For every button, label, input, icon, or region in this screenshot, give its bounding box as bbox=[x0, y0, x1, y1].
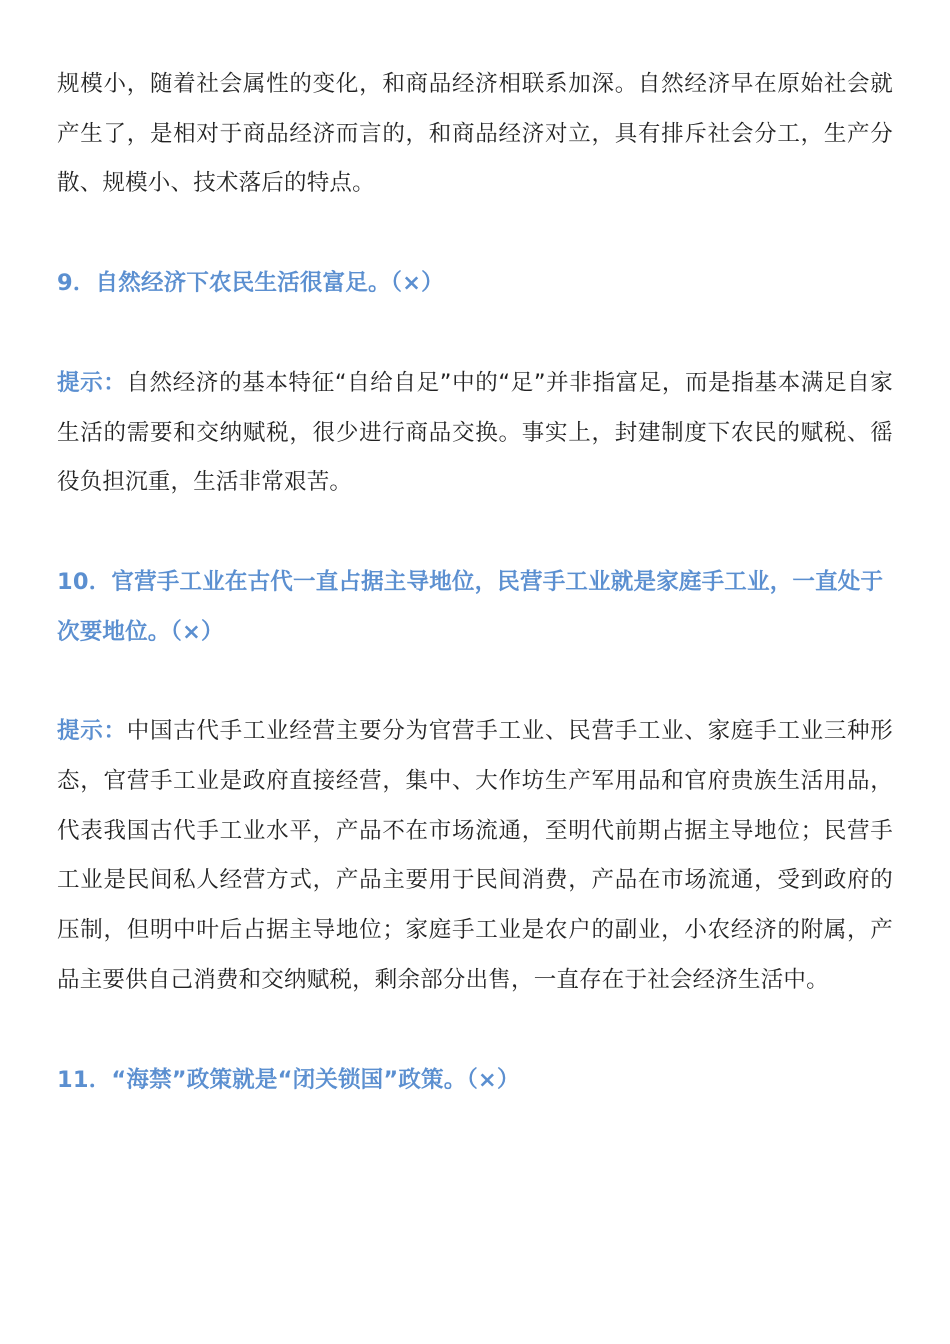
intro-paragraph: 规模小，随着社会属性的变化，和商品经济相联系加深。自然经济早在原始社会就产生了，是相对于商品经济而言的，和商品经济对立，具有排斥社会分工，生产分散、规模小、技术落后的特点。 bbox=[57, 71, 893, 197]
spacer bbox=[57, 508, 893, 558]
spacer bbox=[57, 1006, 893, 1056]
question-10: 10．官营手工业在古代一直占据主导地位，民营手工业就是家庭手工业，一直处于次要地位。（×） bbox=[57, 568, 884, 645]
hint-paragraph-9 bbox=[57, 359, 893, 508]
document-page bbox=[57, 60, 893, 1105]
hint-paragraph-10 bbox=[57, 707, 893, 1005]
hint-text: 自然经济的基本特征“自给自足”中的“足”并非指富足，而是指基本满足自家生活的需要和交纳赋税，很少进行商品交换。事实上，封建制度下农民的赋税、徭役负担沉重，生活非常艰苦。 bbox=[57, 369, 893, 496]
hint-label: 提示： bbox=[57, 718, 127, 745]
spacer bbox=[57, 309, 893, 359]
question-9: 9．自然经济下农民生活很富足。（×） bbox=[57, 270, 444, 297]
hint-text: 中国古代手工业经营主要分为官营手工业、民营手工业、家庭手工业三种形态，官营手工业是政府直接经营，集中、大作坊生产军用品和官府贵族生活用品，代表我国古代手工业水平，产品不在市场流通，至明代前期占据主导地位；民营手工业是民间私人经营方式，产品主要用于民间消费，产品在市场流通，受到政府的压制，但明中叶后占据主导地位；家庭手工业是农户的副业，小农经济的附属，产品主要供自己消费和交纳赋税，剩余部分出售，一直存在于社会经济生活中。 bbox=[57, 718, 893, 993]
spacer bbox=[57, 209, 893, 259]
spacer bbox=[57, 657, 893, 707]
question-11: 11．“海禁”政策就是“闭关锁国”政策。（×） bbox=[57, 1066, 520, 1093]
hint-label: 提示： bbox=[57, 369, 127, 396]
